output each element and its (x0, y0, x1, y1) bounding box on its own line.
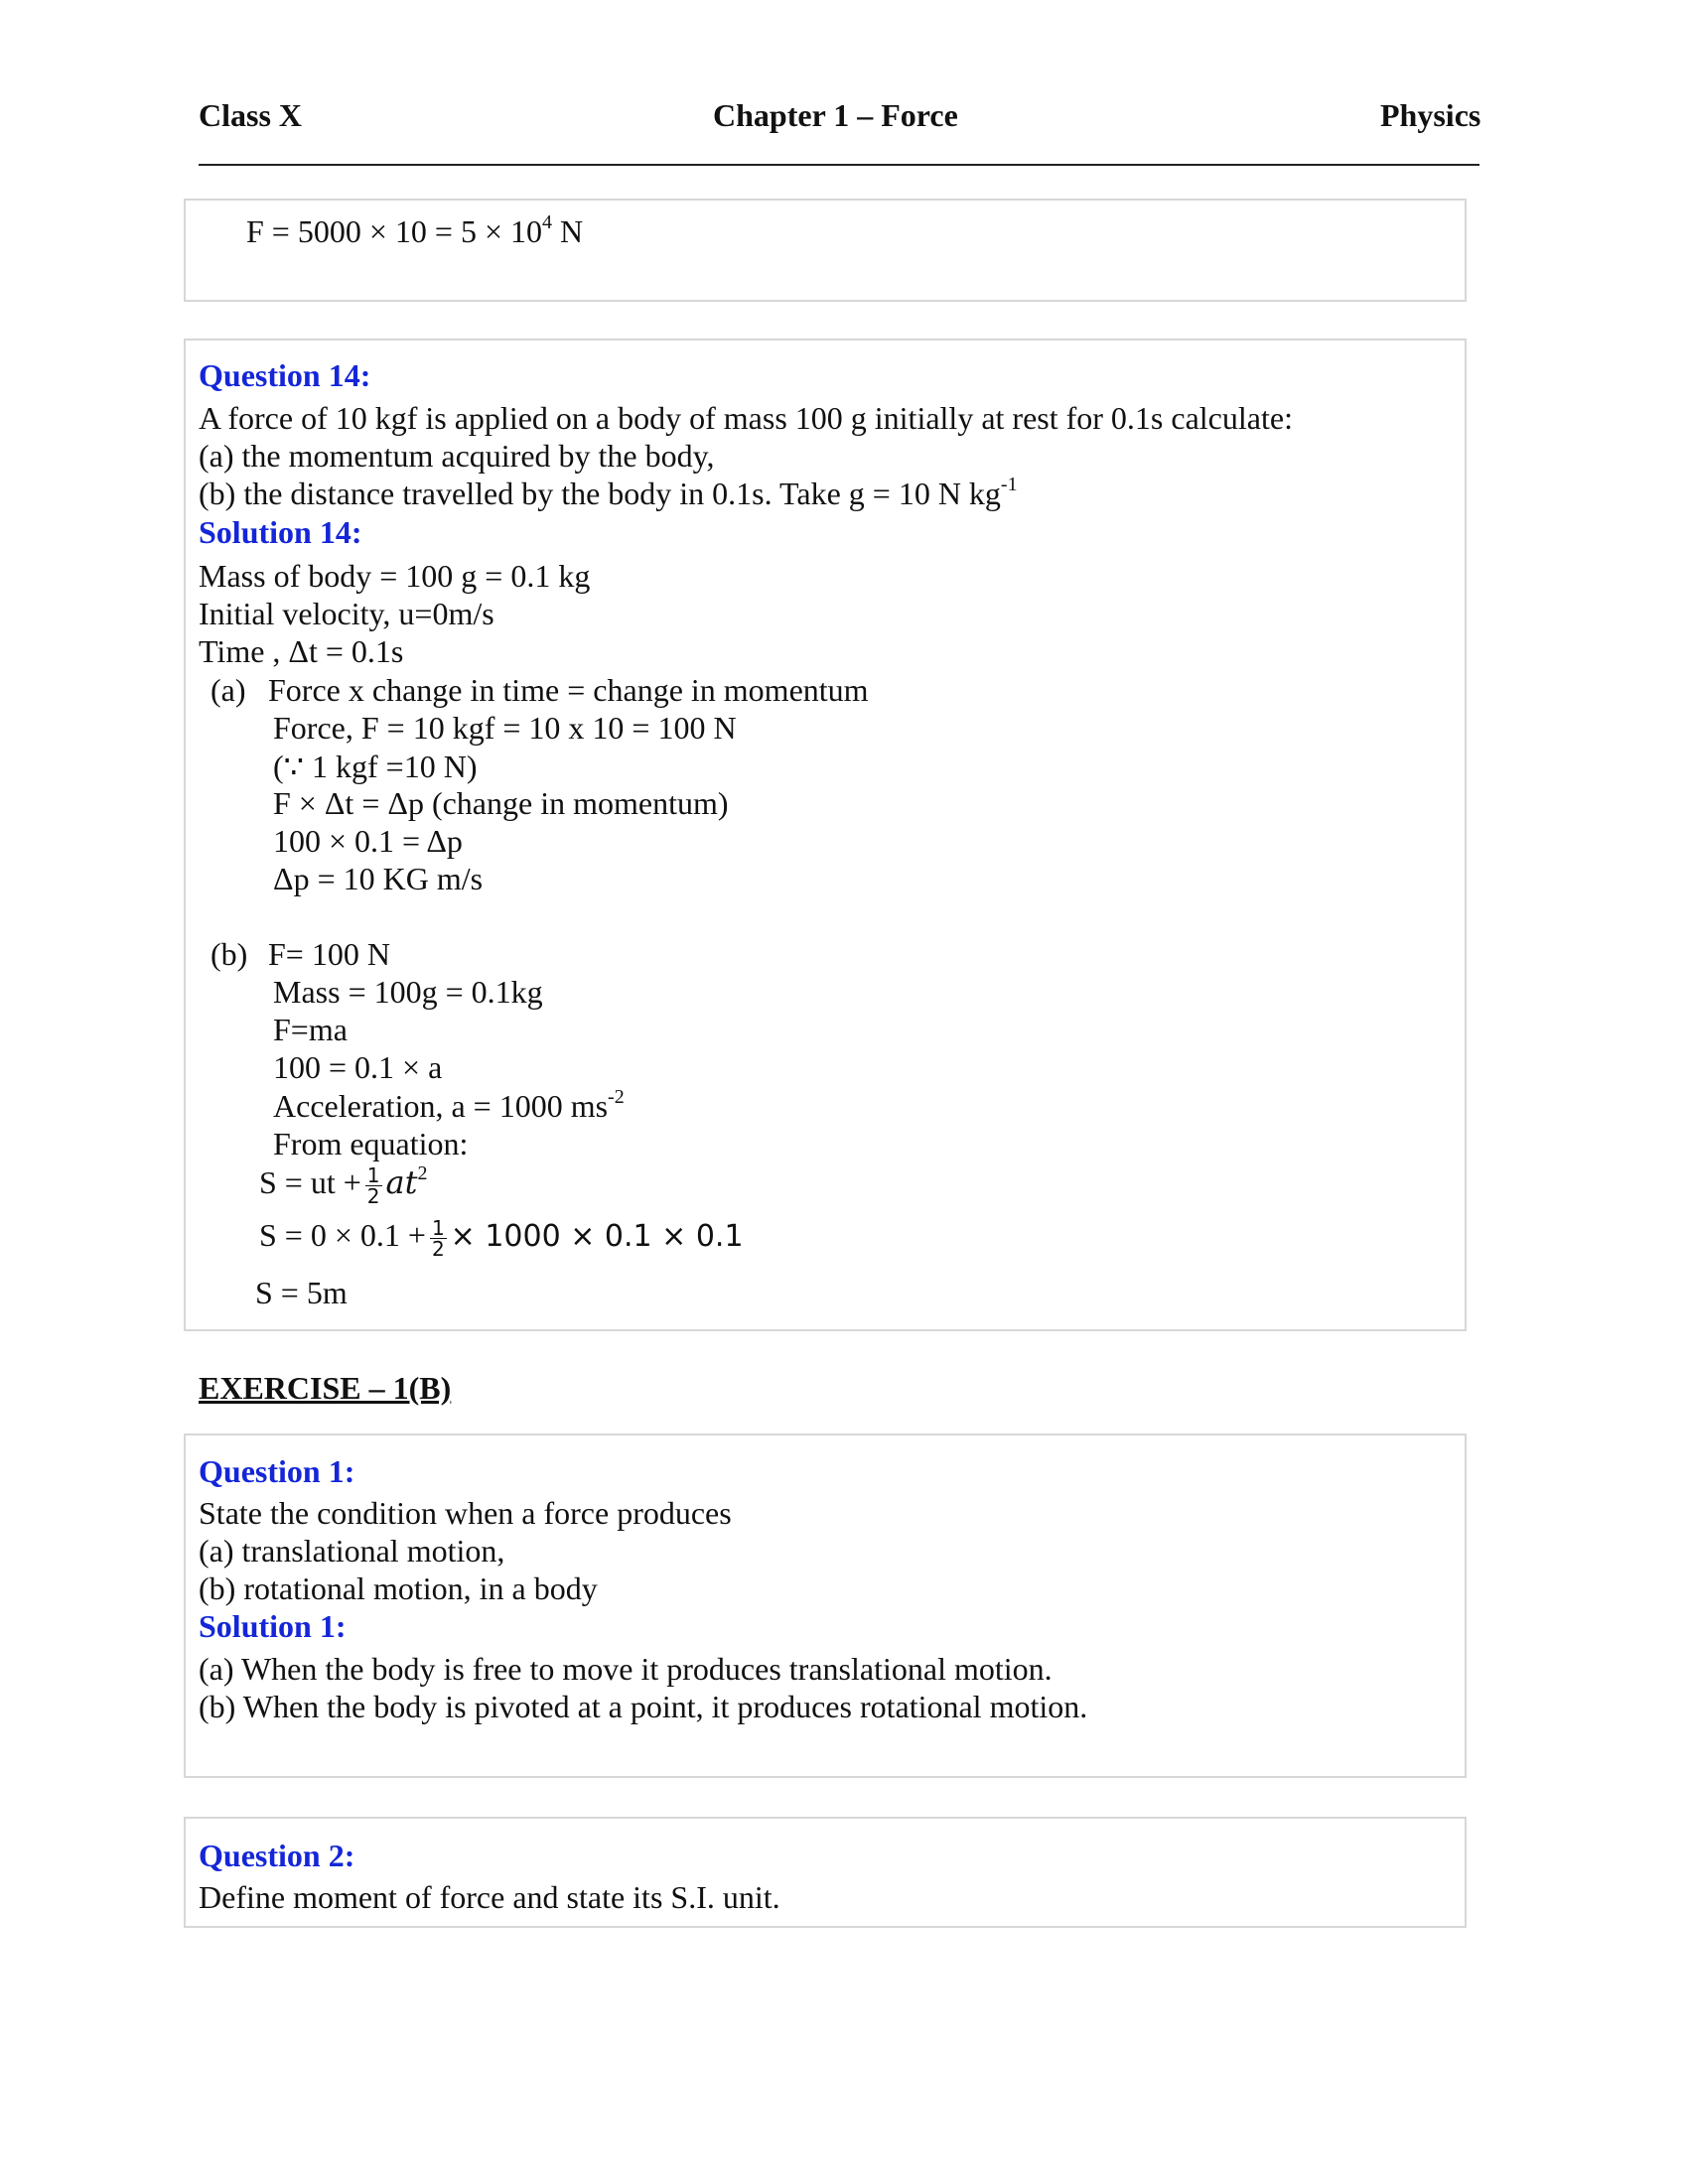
half-fraction-2 (430, 1216, 447, 1262)
half-fraction-2-den: 2 (431, 1237, 445, 1262)
exercise-solution-1-line-2: (b) When the body is pivoted at a point, it produces rotational motion. (199, 1689, 1088, 1724)
acceleration-line (273, 1088, 625, 1125)
part-a-line-1: Force, F = 10 kgf = 10 x 10 = 100 N (273, 710, 737, 746)
force-equation-suffix: N (551, 213, 584, 249)
half-fraction-num: 1 (366, 1163, 380, 1188)
question-14-label: Question 14: (199, 357, 371, 393)
displacement-formula-term: at (385, 1163, 418, 1201)
part-b-heading: F= 100 N (268, 936, 390, 972)
displacement-formula-prefix: S = ut + (259, 1164, 361, 1200)
part-b-line-3: 100 = 0.1 × a (273, 1049, 443, 1085)
half-fraction-den: 2 (366, 1184, 380, 1209)
half-fraction (365, 1163, 382, 1209)
part-a-heading: Force x change in time = change in momentum (268, 672, 869, 708)
header-chapter: Chapter 1 – Force (713, 97, 958, 133)
part-a-marker: (a) (211, 672, 246, 708)
acceleration-exponent: -2 (608, 1086, 625, 1108)
displacement-result: S = 5m (255, 1275, 348, 1310)
exercise-question-1-line-2: (a) translational motion, (199, 1533, 505, 1569)
displacement-formula-exponent: 2 (417, 1162, 428, 1184)
part-b-line-1: Mass = 100g = 0.1kg (273, 974, 543, 1010)
exercise-question-1-label: Question 1: (199, 1453, 355, 1489)
header-subject: Physics (1380, 97, 1481, 133)
header-rule (199, 164, 1479, 166)
force-equation-exponent: 4 (541, 211, 552, 233)
question-14-line-3 (199, 476, 1018, 512)
exercise-question-1-line-1: State the condition when a force produces (199, 1495, 732, 1531)
force-equation (246, 213, 583, 250)
solution-14-label: Solution 14: (199, 514, 362, 550)
from-equation: From equation: (273, 1126, 469, 1161)
question-14-line-1: A force of 10 kgf is applied on a body of mass 100 g initially at rest for 0.1s calculate: (199, 400, 1293, 436)
force-equation-prefix: F = 5000 × 10 = 5 × 10 (246, 213, 542, 249)
given-velocity: Initial velocity, u=0m/s (199, 596, 494, 631)
exercise-question-2-label: Question 2: (199, 1838, 355, 1873)
part-a-line-3: F × Δt = Δp (change in momentum) (273, 785, 729, 821)
displacement-substitution-rest: × 1000 × 0.1 × 0.1 (450, 1219, 744, 1254)
exercise-solution-1-line-1: (a) When the body is free to move it produces translational motion. (199, 1651, 1053, 1687)
part-b-line-2: F=ma (273, 1012, 348, 1047)
question-14-line-2: (a) the momentum acquired by the body, (199, 438, 715, 474)
question-14-line-3-text: (b) the distance travelled by the body in 0.1s. Take g = 10 N kg (199, 476, 1001, 511)
displacement-substitution-prefix: S = 0 × 0.1 + (259, 1217, 426, 1253)
part-b-marker: (b) (211, 936, 248, 972)
displacement-formula (259, 1162, 428, 1209)
part-a-line-5: Δp = 10 KG m/s (273, 861, 484, 896)
exercise-question-2-line: Define moment of force and state its S.I. unit. (199, 1879, 780, 1915)
part-a-line-2: (∵ 1 kgf =10 N) (273, 749, 478, 784)
header-class: Class X (199, 97, 303, 133)
half-fraction-2-num: 1 (431, 1216, 445, 1241)
exercise-heading: EXERCISE – 1(B) (199, 1370, 452, 1406)
displacement-substitution (259, 1216, 744, 1262)
exercise-solution-1-label: Solution 1: (199, 1608, 347, 1644)
acceleration-text: Acceleration, a = 1000 ms (273, 1088, 609, 1124)
given-time: Time , Δt = 0.1s (199, 633, 404, 669)
given-mass: Mass of body = 100 g = 0.1 kg (199, 558, 591, 594)
question-14-line-3-exponent: -1 (1000, 474, 1018, 495)
exercise-question-1-line-3: (b) rotational motion, in a body (199, 1570, 598, 1606)
part-a-line-4: 100 × 0.1 = Δp (273, 823, 463, 859)
